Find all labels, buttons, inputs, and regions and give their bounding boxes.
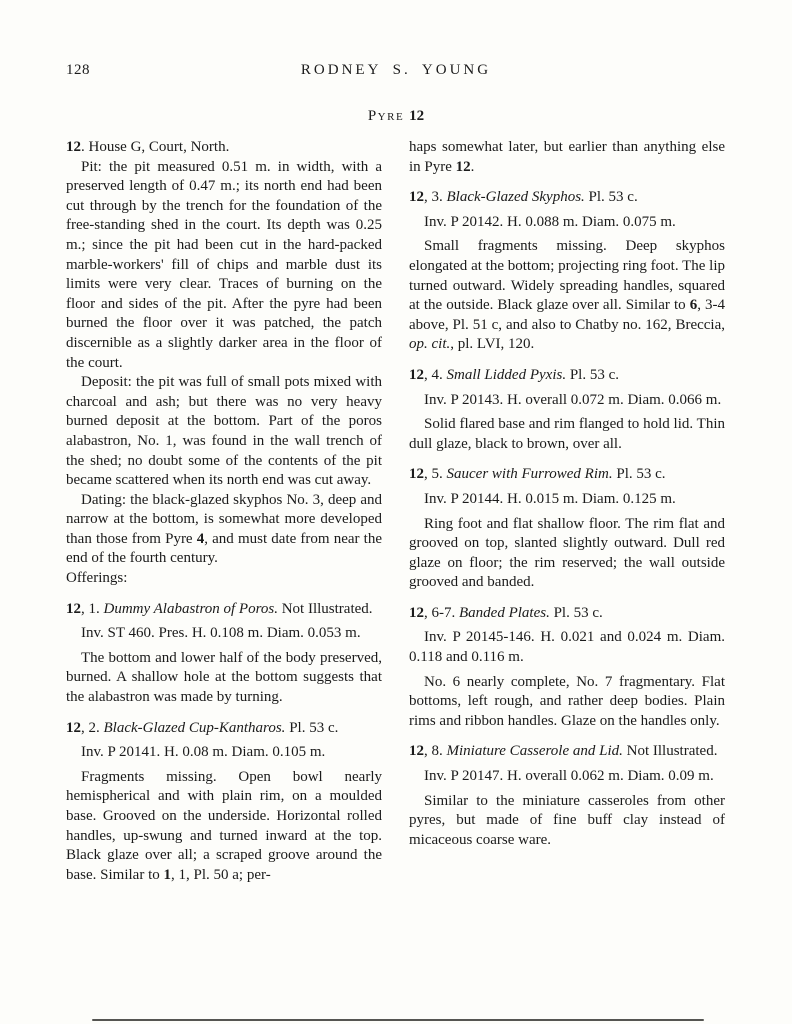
text-segment: Black-Glazed Skyphos. xyxy=(446,189,585,206)
running-title: RODNEY S. YOUNG xyxy=(300,62,492,78)
text-segment: 12 xyxy=(66,139,81,155)
text-segment: 12 xyxy=(66,719,81,736)
text-segment: Miniature Casserole and Lid. xyxy=(446,743,623,760)
catalogue-entry-heading xyxy=(409,604,725,624)
catalogue-paragraph xyxy=(409,237,725,355)
text-segment: 12 xyxy=(409,366,424,383)
catalogue-entry-heading xyxy=(409,188,725,208)
text-segment: Inv. P 20143. H. overall 0.072 m. Diam. 0.066 m. xyxy=(424,391,722,408)
left-column xyxy=(66,138,382,885)
body-paragraph xyxy=(66,373,382,491)
text-segment: , 8. xyxy=(424,743,447,760)
text-segment: Offerings: xyxy=(66,570,128,587)
catalogue-paragraph xyxy=(409,515,725,593)
text-segment: . House G, Court, North. xyxy=(81,139,230,155)
body-paragraph xyxy=(66,158,382,374)
text-segment: , 3-4 above, Pl. 51 c, and also to Chatby no. 162, Breccia, xyxy=(409,297,725,333)
text-segment: , 1, Pl. 50 a; per- xyxy=(171,866,271,883)
right-column xyxy=(409,138,725,885)
catalogue-entry-heading xyxy=(66,138,382,158)
text-segment: Inv. P 20142. H. 0.088 m. Diam. 0.075 m. xyxy=(424,213,676,230)
text-segment: Pl. 53 c. xyxy=(566,366,619,383)
catalogue-paragraph xyxy=(409,628,725,667)
text-segment: op. cit. xyxy=(409,336,451,353)
text-segment: , 3. xyxy=(424,189,447,206)
text-segment: Not Illustrated. xyxy=(277,600,373,617)
catalogue-entry-heading xyxy=(66,600,382,620)
page-header xyxy=(66,62,726,82)
text-segment: Similar to the miniature casseroles from other pyres, but made of fine buff clay instead of micaceous coarse ware. xyxy=(409,792,725,848)
text-columns xyxy=(66,138,726,885)
text-segment: Fragments missing. Open bowl nearly hemispherical and with plain rim, on a moulded base. Grooved on the underside. Horizontal rolled handles, up-swung and turned inward at the top. Black glaze over all; a scraped groove around the base. Similar to xyxy=(66,768,382,883)
text-segment: Pl. 53 c. xyxy=(584,189,638,206)
text-segment: Inv. P 20141. H. 0.08 m. Diam. 0.105 m. xyxy=(81,744,326,761)
text-segment: Saucer with Furrowed Rim. xyxy=(446,466,613,483)
text-segment: Solid flared base and rim flanged to hold lid. Thin dull glaze, black to brown, over all. xyxy=(409,416,725,452)
text-segment: haps somewhat later, but earlier than anything else in Pyre xyxy=(409,139,725,175)
text-segment: 12 xyxy=(409,743,424,760)
text-segment: , 5. xyxy=(424,466,447,483)
text-segment: Ring foot and flat shallow floor. The rim flat and grooved on top, slanted slightly outward. Dull red glaze on floor; the rim reserved; the wall outside grooved and banded. xyxy=(409,515,725,591)
text-segment: No. 6 nearly complete, No. 7 fragmentary. Flat bottoms, left rough, and rather deep bodies. Plain rims and ribbon handles. Glaze on the handles only. xyxy=(409,673,725,729)
text-segment: 1 xyxy=(163,866,171,883)
text-segment: Pit: the pit measured 0.51 m. in width, with a preserved length of 0.47 m.; its north end had been cut through by the trench for the foundation of the free-standing shed in the court. Its depth was 0.25 m.; since the pit had been cut in the hard-packed marble-workers' fill of chips and marble dust its limits were very clear. Traces of burning on the floor and sides of the pit. After the pyre had been burned the floor over it was patched, the patch discernible as a slightly darker area in the floor of the court. xyxy=(66,158,382,371)
text-segment: Inv. P 20145-146. H. 0.021 and 0.024 m. Diam. 0.118 and 0.116 m. xyxy=(409,629,725,666)
text-segment: Pl. 53 c. xyxy=(549,604,603,621)
text-segment: , 6-7. xyxy=(424,604,459,621)
text-segment: Small fragments missing. Deep skyphos elongated at the bottom; projecting ring foot. The lip turned outward. Widely spreading handles, squared at the outside. Black glaze over all. Similar to xyxy=(409,238,725,314)
text-segment: Not Illustrated. xyxy=(622,743,718,760)
text-segment: . xyxy=(470,158,475,175)
text-segment: Dummy Alabastron of Poros. xyxy=(103,600,278,617)
catalogue-paragraph xyxy=(409,490,725,510)
catalogue-paragraph xyxy=(66,768,382,886)
text-segment: 6 xyxy=(689,297,698,314)
text-segment: Deposit: the pit was full of small pots mixed with charcoal and ash; but there was no very heavy burned deposit at the bottom. Part of the poros alabastron, No. 1, was found in the wall trench of the shed; no doubt some of the contents of the pit became scattered when its north end was cut away. xyxy=(66,374,382,489)
text-segment: Pl. 53 c. xyxy=(612,466,666,483)
catalogue-entry-heading xyxy=(409,465,725,485)
section-heading-number: 12 xyxy=(409,108,425,124)
text-segment: Small Lidded Pyxis. xyxy=(446,366,567,383)
text-segment: Pl. 53 c. xyxy=(285,719,339,736)
scan-artifact-line xyxy=(92,1019,704,1021)
page-number: 128 xyxy=(66,62,90,78)
text-segment: Inv. P 20147. H. overall 0.062 m. Diam. 0.09 m. xyxy=(424,768,714,785)
catalogue-paragraph xyxy=(409,767,725,787)
text-segment: , and must date from near the end of the fourth century. xyxy=(66,530,383,567)
catalogue-paragraph xyxy=(409,213,725,233)
catalogue-entry-heading xyxy=(409,366,725,386)
catalogue-paragraph xyxy=(66,743,382,763)
text-segment: Dating: the black-glazed skyphos No. 3, deep and narrow at the bottom, is somewhat more developed than those from Pyre xyxy=(66,491,382,547)
text-segment: , 4. xyxy=(424,366,447,383)
catalogue-paragraph xyxy=(66,624,382,644)
body-paragraph xyxy=(409,138,725,177)
catalogue-paragraph xyxy=(409,792,725,851)
text-segment: Banded Plates. xyxy=(459,604,550,621)
text-segment: 12 xyxy=(409,189,424,206)
body-paragraph xyxy=(66,569,382,589)
catalogue-entry-heading xyxy=(66,719,382,739)
text-segment: Inv. ST 460. Pres. H. 0.108 m. Diam. 0.053 m. xyxy=(81,625,361,642)
text-segment: , pl. LVI, 120. xyxy=(450,336,535,353)
catalogue-paragraph xyxy=(409,415,725,454)
section-heading xyxy=(66,108,726,125)
catalogue-paragraph xyxy=(66,649,382,708)
text-segment: The bottom and lower half of the body preserved, burned. A shallow hole at the bottom suggests that the alabastron was made by turning. xyxy=(66,649,382,706)
text-segment: Black-Glazed Cup-Kantharos. xyxy=(103,719,286,736)
catalogue-entry-heading xyxy=(409,742,725,762)
text-segment: 12 xyxy=(455,158,471,175)
body-paragraph xyxy=(66,491,382,569)
catalogue-paragraph xyxy=(409,391,725,411)
text-segment: , 2. xyxy=(81,719,104,736)
text-segment: 4 xyxy=(196,530,205,547)
text-segment: 12 xyxy=(66,600,81,617)
text-segment: 12 xyxy=(409,466,424,483)
text-segment: Inv. P 20144. H. 0.015 m. Diam. 0.125 m. xyxy=(424,490,676,507)
catalogue-paragraph xyxy=(409,673,725,732)
text-segment: , 1. xyxy=(81,600,104,617)
section-heading-word: Pyre xyxy=(367,108,405,124)
text-segment: 12 xyxy=(409,604,424,621)
